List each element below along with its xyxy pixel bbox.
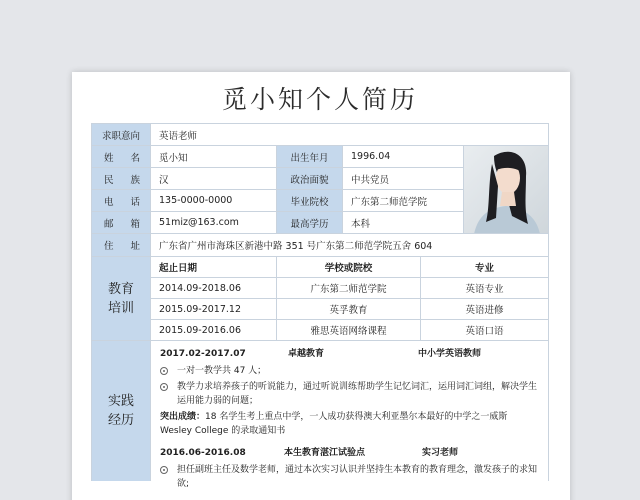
edu-period: 2015.09-2017.12: [151, 299, 277, 320]
job-label: 求职意向: [91, 124, 151, 146]
birth-value: 1996.04: [343, 146, 464, 168]
bullet-icon: [160, 383, 168, 391]
phone-value: 135-0000-0000: [151, 190, 277, 212]
email-label: 邮 箱: [91, 212, 151, 234]
bullet-icon: [160, 367, 168, 375]
job1-header: [160, 347, 540, 362]
edu-header-major: 专业: [421, 257, 549, 278]
table-row: [91, 278, 549, 299]
job2-org: 本生教育湛江试验点: [284, 448, 366, 458]
table-row: [91, 299, 549, 320]
education-header-row: [91, 257, 549, 278]
portrait-image: [464, 146, 549, 234]
resume-title: 觅小知个人简历: [221, 85, 418, 114]
edu-major: 英语进修: [421, 299, 549, 320]
degree-label: 最高学历: [277, 212, 343, 234]
job2-role: 实习老师: [422, 448, 459, 458]
practice-label: 实践 经历: [91, 341, 151, 481]
practice-content: [151, 341, 549, 489]
ethnic-label: 民 族: [91, 168, 151, 190]
table-row: [91, 320, 549, 341]
job-value: 英语老师: [151, 124, 549, 146]
name-label: 姓 名: [91, 146, 151, 168]
education-label: 教育 培训: [91, 257, 151, 341]
job1-role: 中小学英语教师: [418, 349, 482, 359]
address-value: 广东省广州市海珠区新港中路 351 号广东第二师范学院五舍 604: [151, 234, 549, 257]
row-job: [91, 123, 549, 146]
row-address: [91, 234, 549, 257]
birth-label: 出生年月: [277, 146, 343, 168]
edu-major: 英语专业: [421, 278, 549, 299]
school-value: 广东第二师范学院: [343, 190, 464, 212]
job1-period: 2017.02-2017.07: [160, 349, 246, 359]
job2-period: 2016.06-2016.08: [160, 448, 246, 458]
profile-photo: [464, 146, 549, 234]
address-label: 住 址: [91, 234, 151, 257]
politics-value: 中共党员: [343, 168, 464, 190]
ethnic-value: 汉: [151, 168, 277, 190]
bullet-icon: [160, 466, 168, 474]
edu-school: 广东第二师范学院: [277, 278, 421, 299]
job1-highlight: 突出成绩：18 名学生考上重点中学，一人成功获得澳大利亚墨尔本最好的中学之一威斯 Wesley College 的录取通知书: [160, 412, 508, 436]
email-value: 51miz@163.com: [151, 212, 277, 234]
edu-header-school: 学校或院校: [277, 257, 421, 278]
school-label: 毕业院校: [277, 190, 343, 212]
list-item: 一对一教学共 47 人；: [160, 364, 540, 378]
edu-header-period: 起止日期: [151, 257, 277, 278]
list-item: 教学力求培养孩子的听说能力，通过听说训练帮助学生记忆词汇，运用词汇词组，解决学生运用能力弱的问题；: [160, 380, 540, 408]
phone-label: 电 话: [91, 190, 151, 212]
degree-value: 本科: [343, 212, 464, 234]
edu-period: 2015.09-2016.06: [151, 320, 277, 341]
edu-school: 英孚教育: [277, 299, 421, 320]
name-value: 觅小知: [151, 146, 277, 168]
edu-major: 英语口语: [421, 320, 549, 341]
politics-label: 政治面貌: [277, 168, 343, 190]
list-item: 担任副班主任及数学老师，通过本次实习认识并坚持生本教育的教育理念，激发孩子的求知欲;: [160, 463, 540, 491]
job2-header: [160, 446, 540, 461]
edu-period: 2014.09-2018.06: [151, 278, 277, 299]
edu-school: 雅思英语网络课程: [277, 320, 421, 341]
job1-org: 卓越教育: [288, 349, 325, 359]
